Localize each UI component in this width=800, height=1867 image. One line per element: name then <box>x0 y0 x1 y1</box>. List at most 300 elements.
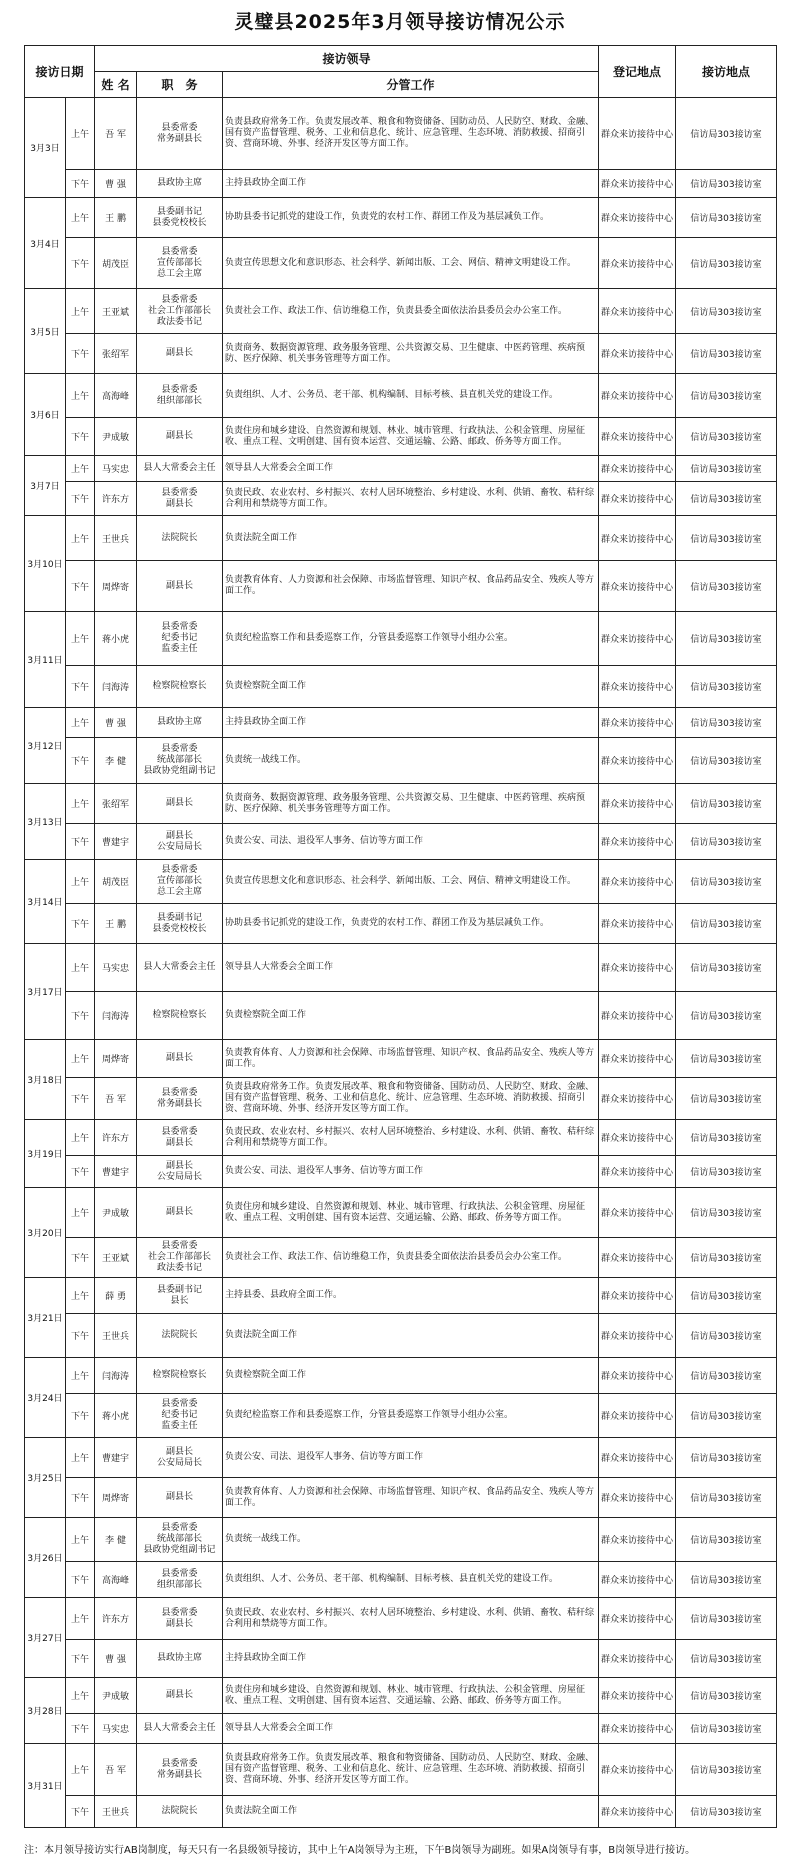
table-row <box>25 1238 777 1278</box>
register-place-cell: 群众来访接待中心 <box>599 516 676 561</box>
visit-place-cell: 信访局303接访室 <box>676 612 777 666</box>
register-place-cell: 群众来访接待中心 <box>599 1562 676 1598</box>
table-row <box>25 784 777 824</box>
leader-name-cell: 许东方 <box>95 1120 137 1156</box>
leader-name-cell: 吾 军 <box>95 1078 137 1120</box>
date-cell: 3月18日 <box>25 1040 66 1120</box>
table-row <box>25 860 777 904</box>
visit-place-cell: 信访局303接访室 <box>676 992 777 1040</box>
register-place-cell: 群众来访接待中心 <box>599 1156 676 1188</box>
half-day-cell: 下午 <box>66 418 95 456</box>
table-row <box>25 1518 777 1562</box>
visit-place-cell: 信访局303接访室 <box>676 944 777 992</box>
duty-cell: 负责社会工作、政法工作、信访维稳工作，负责县委全面依法治县委员会办公室工作。 <box>223 1238 599 1278</box>
visit-place-cell: 信访局303接访室 <box>676 1562 777 1598</box>
half-day-cell: 上午 <box>66 1188 95 1238</box>
visit-place-cell: 信访局303接访室 <box>676 561 777 612</box>
half-day-cell: 下午 <box>66 482 95 516</box>
leader-name-cell: 蒋小虎 <box>95 1394 137 1438</box>
table-row <box>25 374 777 418</box>
half-day-cell: 上午 <box>66 612 95 666</box>
duty-cell: 负责检察院全面工作 <box>223 1358 599 1394</box>
duty-cell: 主持县政协全面工作 <box>223 708 599 738</box>
date-cell: 3月12日 <box>25 708 66 784</box>
position-cell: 县委副书记 县长 <box>137 1278 223 1314</box>
date-cell: 3月25日 <box>25 1438 66 1518</box>
duty-cell: 负责民政、农业农村、乡村振兴、农村人居环境整治、乡村建设、水利、供销、畜牧、秸秆综合利用和禁烧等方面工作。 <box>223 1598 599 1640</box>
duty-cell: 主持县政协全面工作 <box>223 1640 599 1678</box>
date-cell: 3月21日 <box>25 1278 66 1358</box>
visit-place-cell: 信访局303接访室 <box>676 482 777 516</box>
half-day-cell: 上午 <box>66 1518 95 1562</box>
register-place-cell: 群众来访接待中心 <box>599 992 676 1040</box>
position-cell: 县委常委 副县长 <box>137 482 223 516</box>
duty-cell: 领导县人大常委会全面工作 <box>223 1714 599 1744</box>
half-day-cell: 下午 <box>66 1796 95 1828</box>
date-cell: 3月11日 <box>25 612 66 708</box>
duty-cell: 负责住房和城乡建设、自然资源和规划、林业、城市管理、行政执法、公积金管理、房屋征收、重点工程、文明创建、国有资本运营、交通运输、公路、邮政、侨务等方面工作。 <box>223 418 599 456</box>
footnote: 注：本月领导接访实行AB岗制度，每天只有一名县级领导接访，其中上午A岗领导为主班，下午B岗领导为副班。如果A岗领导有事，B岗领导进行接访。 <box>24 1845 696 1856</box>
half-day-cell: 下午 <box>66 666 95 708</box>
register-place-cell: 群众来访接待中心 <box>599 612 676 666</box>
half-day-cell: 下午 <box>66 1640 95 1678</box>
register-place-cell: 群众来访接待中心 <box>599 1678 676 1714</box>
date-cell: 3月5日 <box>25 289 66 374</box>
table-row <box>25 1562 777 1598</box>
table-row <box>25 1744 777 1796</box>
position-cell: 法院院长 <box>137 1314 223 1358</box>
visit-place-cell: 信访局303接访室 <box>676 1478 777 1518</box>
half-day-cell: 上午 <box>66 98 95 170</box>
half-day-cell: 上午 <box>66 516 95 561</box>
leader-name-cell: 曹 强 <box>95 1640 137 1678</box>
leader-name-cell: 闫海涛 <box>95 992 137 1040</box>
position-cell: 县委常委 纪委书记 监委主任 <box>137 612 223 666</box>
table-row <box>25 1156 777 1188</box>
leader-name-cell: 王亚斌 <box>95 1238 137 1278</box>
position-cell: 法院院长 <box>137 516 223 561</box>
leader-name-cell: 许东方 <box>95 482 137 516</box>
visit-place-cell: 信访局303接访室 <box>676 1796 777 1828</box>
table-row <box>25 1278 777 1314</box>
table-row <box>25 1640 777 1678</box>
position-cell: 副县长 <box>137 334 223 374</box>
header-register-place: 登记地点 <box>599 46 676 98</box>
half-day-cell: 下午 <box>66 992 95 1040</box>
position-cell: 县人大常委会主任 <box>137 944 223 992</box>
duty-cell: 负责公安、司法、退役军人事务、信访等方面工作 <box>223 824 599 860</box>
leader-name-cell: 尹成敏 <box>95 1188 137 1238</box>
position-cell: 县委常委 常务副县长 <box>137 1078 223 1120</box>
leader-name-cell: 王亚斌 <box>95 289 137 334</box>
duty-cell: 主持县委、县政府全面工作。 <box>223 1278 599 1314</box>
table-row <box>25 334 777 374</box>
table-row <box>25 516 777 561</box>
leader-name-cell: 曹建宇 <box>95 1156 137 1188</box>
half-day-cell: 下午 <box>66 334 95 374</box>
duty-cell: 负责教育体育、人力资源和社会保障、市场监督管理、知识产权、食品药品安全、残疾人等方面工作。 <box>223 1040 599 1078</box>
visit-place-cell: 信访局303接访室 <box>676 1640 777 1678</box>
position-cell: 县委常委 常务副县长 <box>137 98 223 170</box>
table-row <box>25 1478 777 1518</box>
position-cell: 县人大常委会主任 <box>137 456 223 482</box>
date-cell: 3月28日 <box>25 1678 66 1744</box>
position-cell: 副县长 <box>137 1040 223 1078</box>
visit-place-cell: 信访局303接访室 <box>676 418 777 456</box>
page-title: 灵璧县2025年3月领导接访情况公示 <box>234 11 566 33</box>
table-row <box>25 561 777 612</box>
leader-name-cell: 李 健 <box>95 1518 137 1562</box>
table-row <box>25 98 777 170</box>
schedule-body <box>25 98 777 1828</box>
visit-place-cell: 信访局303接访室 <box>676 1744 777 1796</box>
table-row <box>25 289 777 334</box>
duty-cell: 负责民政、农业农村、乡村振兴、农村人居环境整治、乡村建设、水利、供销、畜牧、秸秆综合利用和禁烧等方面工作。 <box>223 1120 599 1156</box>
duty-cell: 负责住房和城乡建设、自然资源和规划、林业、城市管理、行政执法、公积金管理、房屋征收、重点工程、文明创建、国有资本运营、交通运输、公路、邮政、侨务等方面工作。 <box>223 1678 599 1714</box>
register-place-cell: 群众来访接待中心 <box>599 1796 676 1828</box>
position-cell: 县委常委 统战部部长 县政协党组副书记 <box>137 738 223 784</box>
table-row <box>25 418 777 456</box>
date-cell: 3月20日 <box>25 1188 66 1278</box>
register-place-cell: 群众来访接待中心 <box>599 289 676 334</box>
position-cell: 副县长 <box>137 1188 223 1238</box>
half-day-cell: 上午 <box>66 374 95 418</box>
duty-cell: 领导县人大常委会全面工作 <box>223 456 599 482</box>
visit-place-cell: 信访局303接访室 <box>676 516 777 561</box>
table-row <box>25 1394 777 1438</box>
register-place-cell: 群众来访接待中心 <box>599 1238 676 1278</box>
register-place-cell: 群众来访接待中心 <box>599 708 676 738</box>
visit-place-cell: 信访局303接访室 <box>676 1714 777 1744</box>
table-row <box>25 1714 777 1744</box>
visit-place-cell: 信访局303接访室 <box>676 1040 777 1078</box>
visit-place-cell: 信访局303接访室 <box>676 784 777 824</box>
duty-cell: 负责检察院全面工作 <box>223 992 599 1040</box>
register-place-cell: 群众来访接待中心 <box>599 824 676 860</box>
visit-place-cell: 信访局303接访室 <box>676 904 777 944</box>
half-day-cell: 上午 <box>66 1438 95 1478</box>
duty-cell: 负责纪检监察工作和县委巡察工作，分管县委巡察工作领导小组办公室。 <box>223 1394 599 1438</box>
date-cell: 3月19日 <box>25 1120 66 1188</box>
table-row <box>25 738 777 784</box>
position-cell: 县委常委 副县长 <box>137 1120 223 1156</box>
register-place-cell: 群众来访接待中心 <box>599 1120 676 1156</box>
leader-name-cell: 许东方 <box>95 1598 137 1640</box>
register-place-cell: 群众来访接待中心 <box>599 1714 676 1744</box>
duty-cell: 领导县人大常委会全面工作 <box>223 944 599 992</box>
leader-name-cell: 胡茂臣 <box>95 860 137 904</box>
table-row <box>25 944 777 992</box>
half-day-cell: 下午 <box>66 170 95 198</box>
leader-name-cell: 周烨寄 <box>95 1040 137 1078</box>
visit-place-cell: 信访局303接访室 <box>676 1188 777 1238</box>
half-day-cell: 下午 <box>66 1156 95 1188</box>
table-row <box>25 1678 777 1714</box>
visit-place-cell: 信访局303接访室 <box>676 1078 777 1120</box>
date-cell: 3月27日 <box>25 1598 66 1678</box>
position-cell: 副县长 <box>137 1478 223 1518</box>
position-cell: 县人大常委会主任 <box>137 1714 223 1744</box>
table-row <box>25 1120 777 1156</box>
half-day-cell: 下午 <box>66 1078 95 1120</box>
register-place-cell: 群众来访接待中心 <box>599 482 676 516</box>
table-row <box>25 1078 777 1120</box>
half-day-cell: 上午 <box>66 1678 95 1714</box>
duty-cell: 负责住房和城乡建设、自然资源和规划、林业、城市管理、行政执法、公积金管理、房屋征收、重点工程、文明创建、国有资本运营、交通运输、公路、邮政、侨务等方面工作。 <box>223 1188 599 1238</box>
date-cell: 3月7日 <box>25 456 66 516</box>
half-day-cell: 上午 <box>66 1358 95 1394</box>
visit-place-cell: 信访局303接访室 <box>676 1358 777 1394</box>
half-day-cell: 上午 <box>66 1744 95 1796</box>
visit-place-cell: 信访局303接访室 <box>676 666 777 708</box>
leader-name-cell: 尹成敏 <box>95 418 137 456</box>
leader-name-cell: 马实忠 <box>95 456 137 482</box>
position-cell: 副县长 公安局局长 <box>137 1438 223 1478</box>
leader-name-cell: 王 鹏 <box>95 904 137 944</box>
header-date: 接访日期 <box>25 46 95 98</box>
visit-place-cell: 信访局303接访室 <box>676 1438 777 1478</box>
visit-place-cell: 信访局303接访室 <box>676 198 777 238</box>
half-day-cell: 上午 <box>66 289 95 334</box>
table-row <box>25 170 777 198</box>
register-place-cell: 群众来访接待中心 <box>599 198 676 238</box>
table-row <box>25 1358 777 1394</box>
visit-place-cell: 信访局303接访室 <box>676 1120 777 1156</box>
register-place-cell: 群众来访接待中心 <box>599 418 676 456</box>
register-place-cell: 群众来访接待中心 <box>599 904 676 944</box>
position-cell: 副县长 <box>137 1678 223 1714</box>
visit-place-cell: 信访局303接访室 <box>676 1314 777 1358</box>
half-day-cell: 上午 <box>66 860 95 904</box>
position-cell: 副县长 公安局局长 <box>137 1156 223 1188</box>
leader-name-cell: 闫海涛 <box>95 666 137 708</box>
position-cell: 县委常委 组织部部长 <box>137 1562 223 1598</box>
register-place-cell: 群众来访接待中心 <box>599 1744 676 1796</box>
leader-name-cell: 王 鹏 <box>95 198 137 238</box>
table-row <box>25 456 777 482</box>
duty-cell: 负责商务、数据资源管理、政务服务管理、公共资源交易、卫生健康、中医药管理、疾病预防、医疗保障、机关事务管理等方面工作。 <box>223 784 599 824</box>
register-place-cell: 群众来访接待中心 <box>599 98 676 170</box>
register-place-cell: 群众来访接待中心 <box>599 666 676 708</box>
visit-place-cell: 信访局303接访室 <box>676 1678 777 1714</box>
visit-place-cell: 信访局303接访室 <box>676 1156 777 1188</box>
duty-cell: 负责县政府常务工作。负责发展改革、粮食和物资储备、国防动员、人民防空、财政、金融、国有资产监督管理、税务、工业和信息化、统计、应急管理、生态环境、消防救援、招商引资、营商环境、外事、经济开发区等方面工作。 <box>223 1744 599 1796</box>
table-row <box>25 1040 777 1078</box>
leader-name-cell: 王世兵 <box>95 1796 137 1828</box>
duty-cell: 负责宣传思想文化和意识形态、社会科学、新闻出版、工会、网信、精神文明建设工作。 <box>223 238 599 289</box>
date-cell: 3月13日 <box>25 784 66 860</box>
visit-place-cell: 信访局303接访室 <box>676 1394 777 1438</box>
header-leader-group: 接访领导 <box>95 46 599 72</box>
table-row <box>25 666 777 708</box>
duty-cell: 负责统一战线工作。 <box>223 1518 599 1562</box>
position-cell: 副县长 公安局局长 <box>137 824 223 860</box>
register-place-cell: 群众来访接待中心 <box>599 784 676 824</box>
leader-name-cell: 马实忠 <box>95 1714 137 1744</box>
duty-cell: 负责法院全面工作 <box>223 1314 599 1358</box>
duty-cell: 负责社会工作、政法工作、信访维稳工作，负责县委全面依法治县委员会办公室工作。 <box>223 289 599 334</box>
half-day-cell: 上午 <box>66 1278 95 1314</box>
position-cell: 县委常委 纪委书记 监委主任 <box>137 1394 223 1438</box>
header-duty: 分管工作 <box>223 72 599 98</box>
position-cell: 检察院检察长 <box>137 666 223 708</box>
date-cell: 3月31日 <box>25 1744 66 1828</box>
duty-cell: 负责组织、人才、公务员、老干部、机构编制、目标考核、县直机关党的建设工作。 <box>223 1562 599 1598</box>
leader-name-cell: 李 健 <box>95 738 137 784</box>
header-position: 职 务 <box>137 72 223 98</box>
visit-place-cell: 信访局303接访室 <box>676 824 777 860</box>
visit-place-cell: 信访局303接访室 <box>676 98 777 170</box>
half-day-cell: 上午 <box>66 708 95 738</box>
half-day-cell: 下午 <box>66 738 95 784</box>
leader-name-cell: 周烨寄 <box>95 1478 137 1518</box>
table-row <box>25 1598 777 1640</box>
position-cell: 县政协主席 <box>137 708 223 738</box>
visit-place-cell: 信访局303接访室 <box>676 170 777 198</box>
duty-cell: 负责纪检监察工作和县委巡察工作，分管县委巡察工作领导小组办公室。 <box>223 612 599 666</box>
register-place-cell: 群众来访接待中心 <box>599 1078 676 1120</box>
register-place-cell: 群众来访接待中心 <box>599 1040 676 1078</box>
register-place-cell: 群众来访接待中心 <box>599 1188 676 1238</box>
half-day-cell: 下午 <box>66 1314 95 1358</box>
register-place-cell: 群众来访接待中心 <box>599 374 676 418</box>
register-place-cell: 群众来访接待中心 <box>599 738 676 784</box>
duty-cell: 负责统一战线工作。 <box>223 738 599 784</box>
table-row <box>25 824 777 860</box>
position-cell: 县委常委 社会工作部部长 政法委书记 <box>137 289 223 334</box>
visit-place-cell: 信访局303接访室 <box>676 708 777 738</box>
register-place-cell: 群众来访接待中心 <box>599 334 676 374</box>
register-place-cell: 群众来访接待中心 <box>599 860 676 904</box>
position-cell: 副县长 <box>137 418 223 456</box>
header-visit-place: 接访地点 <box>676 46 777 98</box>
visit-place-cell: 信访局303接访室 <box>676 238 777 289</box>
table-row <box>25 904 777 944</box>
position-cell: 检察院检察长 <box>137 992 223 1040</box>
position-cell: 县委常委 宣传部部长 总工会主席 <box>137 860 223 904</box>
register-place-cell: 群众来访接待中心 <box>599 456 676 482</box>
duty-cell: 负责教育体育、人力资源和社会保障、市场监督管理、知识产权、食品药品安全、残疾人等方面工作。 <box>223 1478 599 1518</box>
date-cell: 3月4日 <box>25 198 66 289</box>
table-row <box>25 482 777 516</box>
duty-cell: 负责民政、农业农村、乡村振兴、农村人居环境整治、乡村建设、水利、供销、畜牧、秸秆综合利用和禁烧等方面工作。 <box>223 482 599 516</box>
visit-place-cell: 信访局303接访室 <box>676 334 777 374</box>
visit-place-cell: 信访局303接访室 <box>676 738 777 784</box>
duty-cell: 负责宣传思想文化和意识形态、社会科学、新闻出版、工会、网信、精神文明建设工作。 <box>223 860 599 904</box>
leader-name-cell: 马实忠 <box>95 944 137 992</box>
visit-place-cell: 信访局303接访室 <box>676 1238 777 1278</box>
leader-name-cell: 蒋小虎 <box>95 612 137 666</box>
position-cell: 县委常委 统战部部长 县政协党组副书记 <box>137 1518 223 1562</box>
visit-place-cell: 信访局303接访室 <box>676 860 777 904</box>
date-cell: 3月14日 <box>25 860 66 944</box>
duty-cell: 负责县政府常务工作。负责发展改革、粮食和物资储备、国防动员、人民防空、财政、金融、国有资产监督管理、税务、工业和信息化、统计、应急管理、生态环境、消防救援、招商引资、营商环境、外事、经济开发区等方面工作。 <box>223 98 599 170</box>
table-row <box>25 1438 777 1478</box>
half-day-cell: 上午 <box>66 1040 95 1078</box>
half-day-cell: 上午 <box>66 944 95 992</box>
date-cell: 3月17日 <box>25 944 66 1040</box>
half-day-cell: 下午 <box>66 238 95 289</box>
visit-place-cell: 信访局303接访室 <box>676 1598 777 1640</box>
table-row <box>25 992 777 1040</box>
half-day-cell: 下午 <box>66 824 95 860</box>
half-day-cell: 上午 <box>66 198 95 238</box>
date-cell: 3月3日 <box>25 98 66 198</box>
date-cell: 3月10日 <box>25 516 66 612</box>
half-day-cell: 下午 <box>66 1238 95 1278</box>
position-cell: 检察院检察长 <box>137 1358 223 1394</box>
duty-cell: 负责法院全面工作 <box>223 1796 599 1828</box>
leader-name-cell: 胡茂臣 <box>95 238 137 289</box>
half-day-cell: 下午 <box>66 904 95 944</box>
position-cell: 法院院长 <box>137 1796 223 1828</box>
register-place-cell: 群众来访接待中心 <box>599 1278 676 1314</box>
half-day-cell: 上午 <box>66 456 95 482</box>
position-cell: 县政协主席 <box>137 1640 223 1678</box>
position-cell: 县委常委 组织部部长 <box>137 374 223 418</box>
visit-place-cell: 信访局303接访室 <box>676 456 777 482</box>
half-day-cell: 上午 <box>66 784 95 824</box>
duty-cell: 主持县政协全面工作 <box>223 170 599 198</box>
duty-cell: 负责公安、司法、退役军人事务、信访等方面工作 <box>223 1438 599 1478</box>
leader-name-cell: 闫海涛 <box>95 1358 137 1394</box>
table-row <box>25 238 777 289</box>
leader-name-cell: 曹 强 <box>95 170 137 198</box>
register-place-cell: 群众来访接待中心 <box>599 1478 676 1518</box>
position-cell: 副县长 <box>137 561 223 612</box>
half-day-cell: 上午 <box>66 1120 95 1156</box>
position-cell: 县委常委 宣传部部长 总工会主席 <box>137 238 223 289</box>
half-day-cell: 下午 <box>66 1394 95 1438</box>
half-day-cell: 上午 <box>66 1598 95 1640</box>
leader-name-cell: 张绍军 <box>95 784 137 824</box>
duty-cell: 负责法院全面工作 <box>223 516 599 561</box>
table-row <box>25 1314 777 1358</box>
header-name: 姓 名 <box>95 72 137 98</box>
duty-cell: 负责县政府常务工作。负责发展改革、粮食和物资储备、国防动员、人民防空、财政、金融、国有资产监督管理、税务、工业和信息化、统计、应急管理、生态环境、消防救援、招商引资、营商环境、外事、经济开发区等方面工作。 <box>223 1078 599 1120</box>
schedule-table <box>24 45 777 1828</box>
leader-name-cell: 高海峰 <box>95 1562 137 1598</box>
leader-name-cell: 薛 勇 <box>95 1278 137 1314</box>
leader-name-cell: 曹建宇 <box>95 1438 137 1478</box>
leader-name-cell: 吾 军 <box>95 98 137 170</box>
duty-cell: 负责教育体育、人力资源和社会保障、市场监督管理、知识产权、食品药品安全、残疾人等方面工作。 <box>223 561 599 612</box>
position-cell: 县委副书记 县委党校校长 <box>137 904 223 944</box>
table-row <box>25 1188 777 1238</box>
half-day-cell: 下午 <box>66 561 95 612</box>
visit-place-cell: 信访局303接访室 <box>676 374 777 418</box>
duty-cell: 负责组织、人才、公务员、老干部、机构编制、目标考核、县直机关党的建设工作。 <box>223 374 599 418</box>
leader-name-cell: 高海峰 <box>95 374 137 418</box>
duty-cell: 负责检察院全面工作 <box>223 666 599 708</box>
half-day-cell: 下午 <box>66 1714 95 1744</box>
half-day-cell: 下午 <box>66 1478 95 1518</box>
duty-cell: 协助县委书记抓党的建设工作，负责党的农村工作、群团工作及为基层减负工作。 <box>223 904 599 944</box>
leader-name-cell: 周烨寄 <box>95 561 137 612</box>
register-place-cell: 群众来访接待中心 <box>599 1518 676 1562</box>
position-cell: 县委常委 副县长 <box>137 1598 223 1640</box>
leader-name-cell: 曹 强 <box>95 708 137 738</box>
table-row <box>25 198 777 238</box>
half-day-cell: 下午 <box>66 1562 95 1598</box>
register-place-cell: 群众来访接待中心 <box>599 1438 676 1478</box>
position-cell: 副县长 <box>137 784 223 824</box>
table-row <box>25 612 777 666</box>
register-place-cell: 群众来访接待中心 <box>599 1314 676 1358</box>
register-place-cell: 群众来访接待中心 <box>599 1358 676 1394</box>
register-place-cell: 群众来访接待中心 <box>599 1598 676 1640</box>
leader-name-cell: 王世兵 <box>95 1314 137 1358</box>
